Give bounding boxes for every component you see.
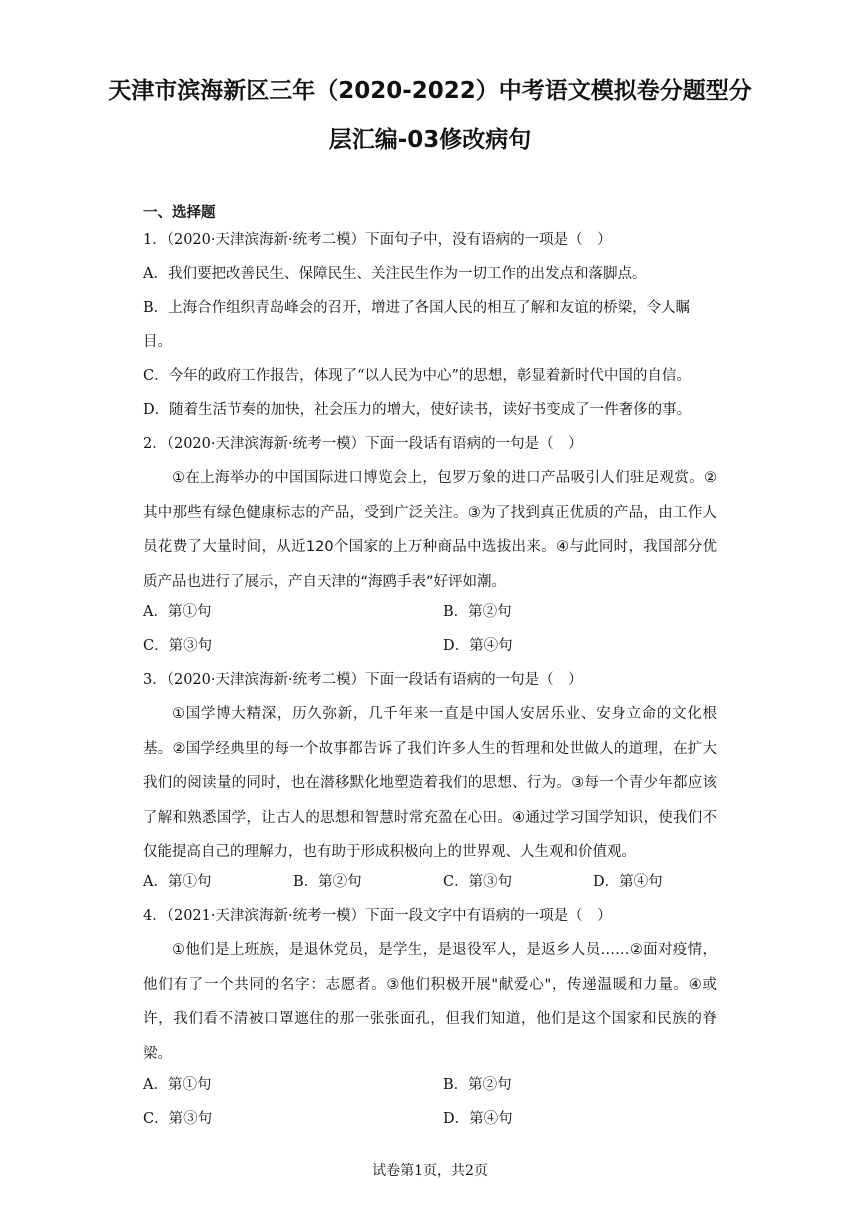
question-3-option-a: A．第①句 [143,874,212,890]
question-4-option-d: D．第④句 [443,1111,513,1127]
question-1-option-b-line-1: B．上海合作组织青岛峰会的召开，增进了各国人民的相互了解和友谊的桥梁，令人瞩 [143,300,691,316]
question-2-option-b: B．第②句 [443,604,512,620]
question-1-option-a: A．我们要把改善民生、保障民生、关注民生作为一切工作的出发点和落脚点。 [143,266,647,282]
question-4-option-a: A．第①句 [143,1077,212,1093]
page-footer: 试卷第1页，共2页 [372,1163,488,1179]
question-4-option-c: C．第③句 [143,1111,213,1127]
question-1-option-d: D．随着生活节奏的加快，社会压力的增大，使好读书，读好书变成了一件奢侈的事。 [143,402,692,418]
question-3-option-b: B．第②句 [293,874,362,890]
document-title-line-2: 层汇编-03修改病句 [328,127,532,153]
question-4-option-b: B．第②句 [443,1077,512,1093]
question-2-stem: 2．（2020·天津滨海新·统考一模）下面一段话有语病的一句是（ ） [143,436,583,452]
question-2-option-a: A．第①句 [143,604,212,620]
section-heading: 一、选择题 [143,205,216,221]
question-1-option-b-line-2: 目。 [143,334,172,350]
question-3-stem: 3．（2020·天津滨海新·统考二模）下面一段话有语病的一句是（ ） [143,672,583,688]
question-3-option-d: D．第④句 [593,874,663,890]
question-1-option-c: C．今年的政府工作报告，体现了“以人民为中心”的思想，彰显着新时代中国的自信。 [143,368,691,384]
document-title-line-1: 天津市滨海新区三年（2020-2022）中考语文模拟卷分题型分 [108,78,752,104]
question-4-stem: 4．（2021·天津滨海新·统考一模）下面一段文字中有语病的一项是（ ） [143,908,612,924]
question-2-passage: ①在上海举办的中国国际进口博览会上，包罗万象的进口产品吸引人们驻足观赏。②其中那些有绿色健康标志的产品，受到广泛关注。③为了找到真正优质的产品，由工作人员花费了大量时间，从近120个国家的上万种商品中选拔出来。④与此同时，我国部分优质产品也进行了展示，产自天津的“海鸥手表”好评如潮。 [143,470,717,590]
question-2-option-c: C．第③句 [143,638,213,654]
question-3-option-c: C．第③句 [443,874,513,890]
question-3-passage: ①国学博大精深，历久弥新，几千年来一直是中国人安居乐业、安身立命的文化根基。②国学经典里的每一个故事都告诉了我们许多人生的哲理和处世做人的道理，在扩大我们的阅读量的同时，也在潜移默化地塑造着我们的思想、行为。③每一个青少年都应该了解和熟悉国学，让古人的思想和智慧时常充盈在心田。④通过学习国学知识，使我们不仅能提高自己的理解力，也有助于形成积极向上的世界观、人生观和价值观。 [143,706,717,860]
question-1-stem: 1．（2020·天津滨海新·统考二模）下面句子中，没有语病的一项是（ ） [143,232,612,248]
question-2-option-d: D．第④句 [443,638,513,654]
question-4-passage: ①他们是上班族，是退休党员，是学生，是退役军人，是返乡人员……②面对疫情，他们有了一个共同的名字：志愿者。③他们积极开展"献爱心"，传递温暖和力量。④或许，我们看不清被口罩遮住的那一张张面孔，但我们知道，他们是这个国家和民族的脊梁。 [143,942,717,1062]
